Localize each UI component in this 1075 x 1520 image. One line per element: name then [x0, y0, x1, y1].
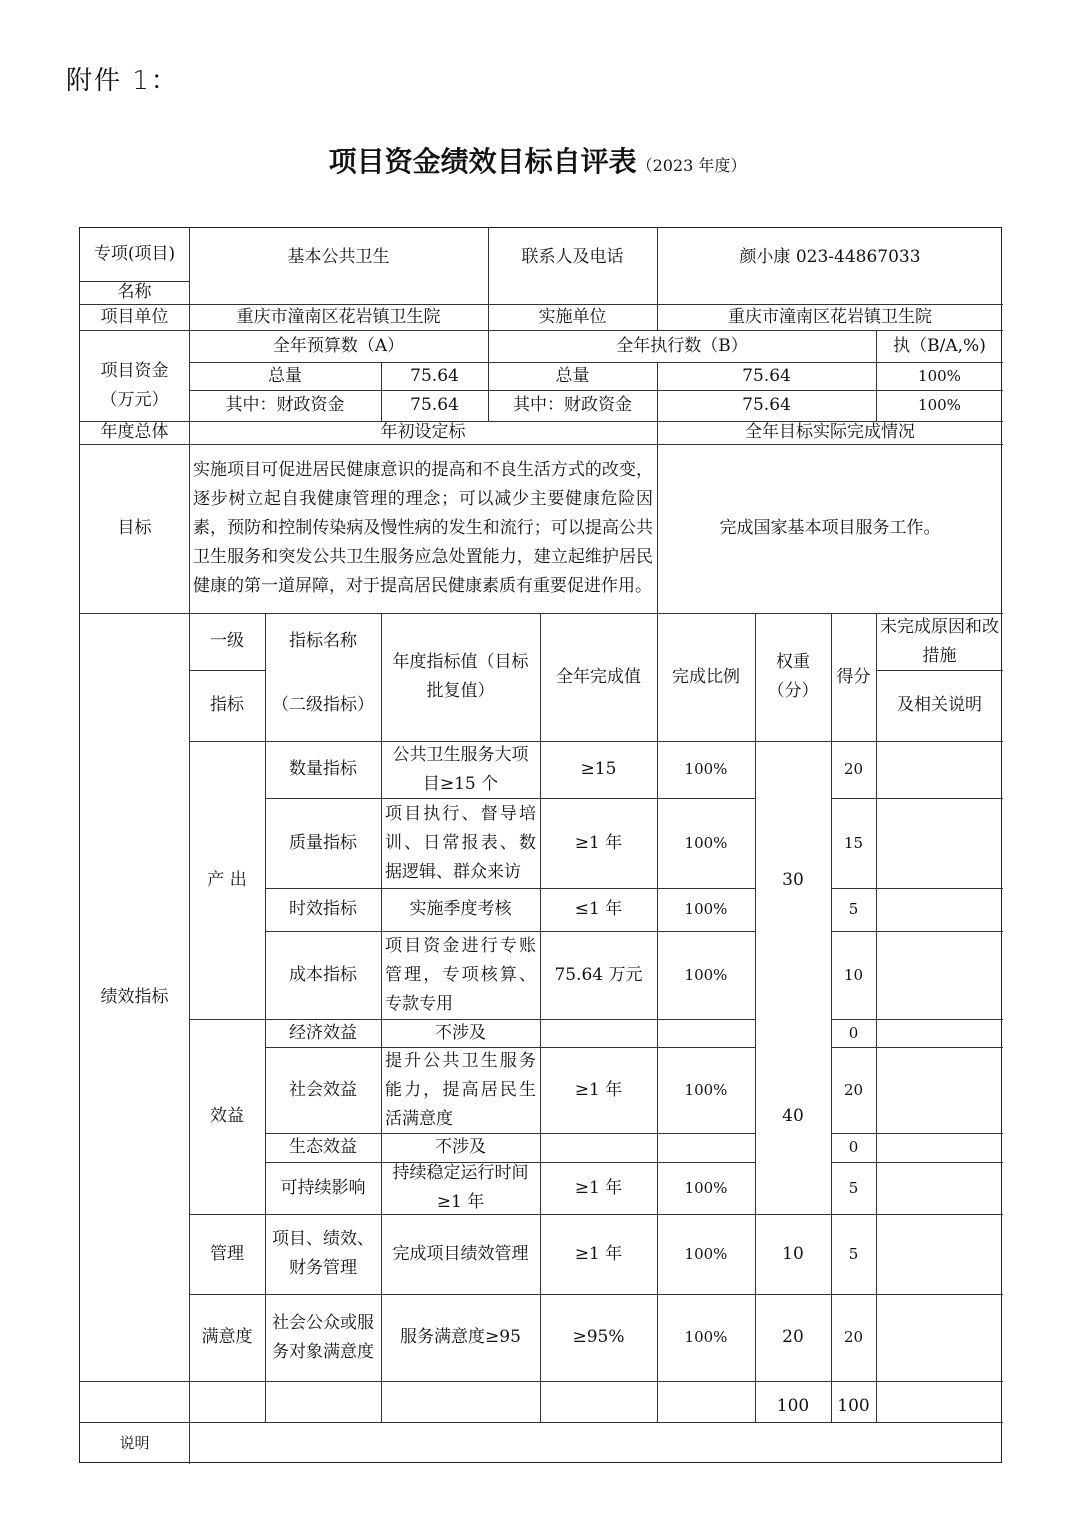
- indicator-actual: ≥1 年: [574, 1079, 623, 1100]
- fiscal-label-exec: 其中：财政资金: [513, 395, 632, 415]
- indicator-name: 生态效益: [289, 1137, 357, 1157]
- project-name-label: 专项(项目): [93, 244, 176, 264]
- indicator-score: 0: [848, 1138, 859, 1156]
- group-manage: 管理: [210, 1243, 244, 1264]
- indicator-ratio: 100%: [684, 965, 728, 984]
- indicator-actual: ≥15: [580, 759, 617, 779]
- indicator-actual: 75.64 万元: [554, 964, 643, 985]
- indicator-name: 社会公众或服务对象满意度: [272, 1312, 374, 1362]
- perf-label: 绩效指标: [100, 986, 169, 1007]
- indicator-actual: ≤1 年: [574, 899, 623, 919]
- weight-header: 权重（分）: [767, 652, 819, 701]
- goal-actual-header: 全年目标实际完成情况: [745, 422, 915, 442]
- ratio-header: 完成比例: [672, 666, 740, 687]
- total-rate: 100%: [918, 366, 961, 385]
- group-output: 产 出: [207, 869, 247, 890]
- indicator-ratio: 100%: [684, 1244, 728, 1263]
- fiscal-label: 其中：财政资金: [225, 395, 345, 415]
- goal-set-header: 年初设定标: [380, 422, 466, 442]
- level1-header-2: 指标: [210, 695, 244, 715]
- indicator-score: 20: [843, 1080, 864, 1099]
- level1-header: 一级: [210, 631, 244, 651]
- indicator-ratio: 100%: [684, 833, 728, 852]
- weight-benefit: 40: [782, 1106, 804, 1126]
- indicator-score: 0: [848, 1023, 859, 1042]
- indicator-target: 项目资金进行专账管理，专项核算、专款专用: [385, 935, 536, 1014]
- indicator-target: 不涉及: [435, 1137, 486, 1157]
- reason-header: 未完成原因和改措施: [880, 616, 999, 666]
- weight-satisfy: 20: [782, 1327, 804, 1347]
- indicator-target: 服务满意度≥95: [400, 1327, 521, 1347]
- budget-header: 全年预算数（A）: [272, 335, 405, 356]
- indicator-target: 持续稳定运行时间≥1 年: [392, 1163, 529, 1212]
- indicator-score: 5: [848, 1244, 859, 1263]
- indicator-name: 可持续影响: [280, 1177, 366, 1198]
- contact-value: 颜小康 023-44867033: [739, 246, 921, 267]
- indicator-ratio: 100%: [684, 1178, 728, 1197]
- indicator-score: 10: [843, 965, 864, 984]
- indicator-ratio: 100%: [684, 900, 728, 918]
- indicator-target: 项目执行、督导培训、日常报表、数据逻辑、群众来访: [385, 803, 536, 882]
- indicator-target: 实施季度考核: [409, 899, 512, 919]
- impl-value: 重庆市潼南区花岩镇卫生院: [728, 306, 932, 327]
- indicator-actual: [540, 1133, 657, 1162]
- indicator-name: 项目、绩效、财务管理: [272, 1229, 374, 1278]
- unit-value: 重庆市潼南区花岩镇卫生院: [236, 306, 441, 327]
- indicator-target: 完成项目绩效管理: [392, 1243, 529, 1264]
- indicator-ratio: [657, 1133, 755, 1162]
- group-benefit: 效益: [210, 1106, 244, 1126]
- goal-label: 目标: [117, 518, 152, 538]
- indicator-actual: [540, 1019, 657, 1047]
- indicator-name-header: 指标名称: [289, 631, 357, 651]
- contact-label: 联系人及电话: [521, 246, 624, 267]
- exec-header: 全年执行数（B）: [616, 335, 748, 356]
- page-title: [0, 140, 1075, 180]
- fiscal-rate: 100%: [918, 396, 961, 414]
- total-exec: 75.64: [742, 365, 791, 386]
- note-label: 说明: [119, 1433, 150, 1452]
- impl-label: 实施单位: [538, 306, 607, 327]
- indicator-ratio: [657, 1019, 755, 1047]
- project-name: 基本公共卫生: [287, 246, 390, 267]
- indicator-name: 质量指标: [289, 832, 357, 853]
- indicator-actual: ≥95%: [572, 1327, 625, 1347]
- target-header: 年度指标值（目标批复值）: [392, 652, 529, 701]
- project-name-label-2: 名称: [117, 282, 152, 302]
- total-weight: 100: [776, 1396, 810, 1416]
- goal-set-text: 实施项目可促进居民健康意识的提高和不良生活方式的改变，逐步树立起自我健康管理的理念；可以减少主要健康危险因素，预防和控制传染病及慢性病的发生和流行；可以提高公共卫生服务和突发公共卫生服务应急处置能力，建立起维护居民健康的第一道屏障，对于提高居民健康素质有重要促进作用。: [193, 460, 653, 596]
- fiscal-exec: 75.64: [742, 395, 791, 415]
- indicator-name-header-2: （二级指标）: [272, 695, 374, 715]
- indicator-name: 经济效益: [289, 1022, 357, 1043]
- grid-line: [80, 1422, 1003, 1423]
- goal-actual-text: 完成国家基本项目服务工作。: [719, 518, 941, 538]
- total-budget: 75.64: [410, 365, 459, 386]
- evaluation-table: [79, 227, 1002, 1463]
- rate-header: 执（B/A,%): [893, 335, 986, 356]
- indicator-target: 公共卫生服务大项目≥15 个: [392, 744, 529, 794]
- indicator-actual: ≥1 年: [574, 1177, 623, 1198]
- attachment-label: 附件 1：: [66, 66, 179, 96]
- indicator-ratio: 100%: [684, 1328, 728, 1346]
- funds-label: 项目资金: [100, 360, 169, 381]
- title-year: （2023 年度）: [636, 156, 747, 175]
- title-main: 项目资金绩效目标自评表: [328, 145, 637, 178]
- grid-line: [80, 1381, 1003, 1382]
- indicator-name: 成本指标: [289, 964, 357, 985]
- indicator-score: 20: [843, 760, 864, 778]
- indicator-target: 不涉及: [435, 1022, 486, 1043]
- indicator-actual: ≥1 年: [574, 832, 623, 853]
- total-label: 总量: [268, 365, 302, 386]
- funds-label-unit: （万元）: [100, 389, 169, 410]
- indicator-actual: ≥1 年: [574, 1243, 623, 1264]
- overall-goal-label: 年度总体: [100, 422, 169, 442]
- weight-manage: 10: [782, 1243, 804, 1264]
- indicator-score: 20: [843, 1328, 864, 1346]
- fiscal-budget: 75.64: [410, 395, 459, 415]
- indicator-name: 社会效益: [289, 1079, 357, 1100]
- indicator-score: 5: [848, 1178, 859, 1197]
- indicator-score: 15: [843, 833, 864, 852]
- indicator-target: 提升公共卫生服务能力，提高居民生活满意度: [385, 1050, 536, 1129]
- indicator-name: 数量指标: [289, 759, 357, 779]
- score-header: 得分: [836, 666, 871, 687]
- indicator-score: 5: [848, 900, 859, 918]
- total-score: 100: [837, 1396, 870, 1416]
- actual-header: 全年完成值: [556, 666, 641, 687]
- indicator-ratio: 100%: [684, 760, 728, 778]
- total-label-exec: 总量: [555, 365, 590, 386]
- unit-label: 项目单位: [100, 306, 169, 327]
- indicator-name: 时效指标: [289, 899, 357, 919]
- reason-header-2: 及相关说明: [897, 695, 982, 715]
- weight-output: 30: [782, 869, 804, 890]
- indicator-ratio: 100%: [684, 1080, 728, 1099]
- group-satisfy: 满意度: [201, 1327, 253, 1347]
